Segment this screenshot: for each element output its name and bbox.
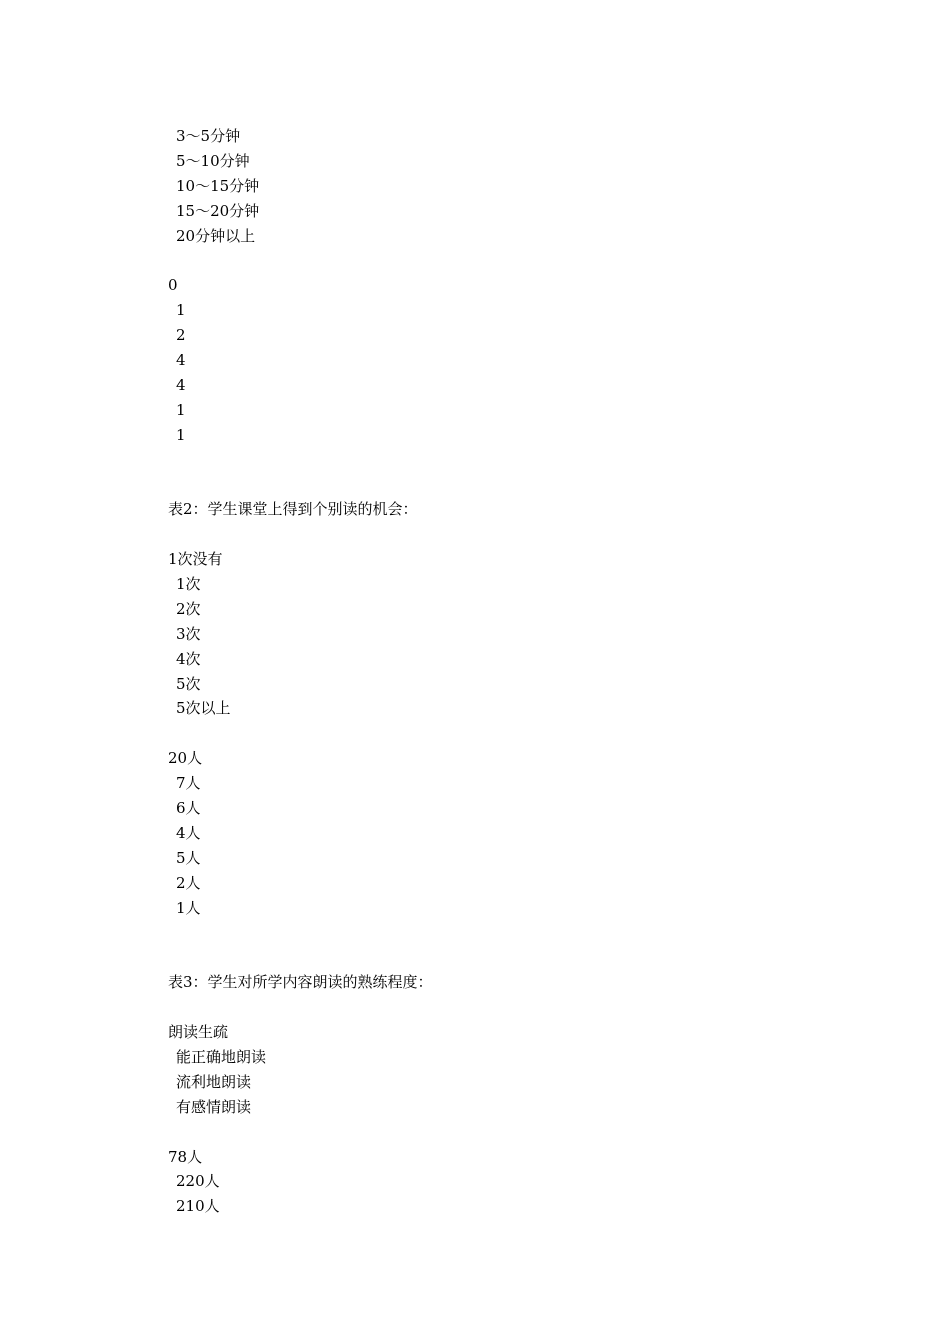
- option-item: 5次以上: [176, 699, 231, 718]
- spacer: [168, 921, 868, 946]
- count-item: 210人: [176, 1197, 220, 1216]
- option-item: 3次: [176, 624, 201, 643]
- count-item: 7人: [176, 774, 201, 793]
- table2-title: 表2：学生课堂上得到个别读的机会：: [168, 500, 418, 519]
- count-item: 1: [176, 301, 186, 320]
- level-item: 流利地朗读: [176, 1072, 252, 1091]
- table1-durations: [168, 124, 868, 248]
- count-item: 5人: [176, 848, 201, 867]
- count-item: 6人: [176, 799, 201, 818]
- spacer: [168, 945, 868, 970]
- count-item: 1人: [176, 898, 201, 917]
- level-item: 有感情朗读: [176, 1097, 252, 1116]
- option-item: 4次: [176, 649, 201, 668]
- spacer: [168, 1120, 868, 1145]
- count-item: 2人: [176, 873, 201, 892]
- count-item: 4: [176, 375, 186, 394]
- spacer: [168, 448, 868, 473]
- count-item: 1: [176, 425, 186, 444]
- count-item: 220人: [176, 1172, 220, 1191]
- duration-item: 10～15分钟: [176, 176, 260, 195]
- level-item: 能正确地朗读: [176, 1047, 267, 1066]
- option-item: 2次: [176, 599, 201, 618]
- table2-counts: [168, 746, 868, 920]
- duration-item: 15～20分钟: [176, 201, 260, 220]
- count-item: 2: [176, 326, 186, 345]
- table1-counts: [168, 273, 868, 447]
- duration-item: 3～5分钟: [176, 127, 241, 145]
- duration-item: 20分钟以上: [176, 226, 256, 245]
- count-item: 78人: [168, 1147, 203, 1166]
- option-item: 1次没有: [168, 550, 223, 569]
- option-item: 1次: [176, 575, 201, 594]
- count-item: 4: [176, 351, 186, 370]
- duration-item: 5～10分钟: [176, 151, 250, 170]
- table3-counts: [168, 1145, 868, 1220]
- option-item: 5次: [176, 674, 201, 693]
- count-item: 0: [168, 276, 178, 295]
- document-body: [168, 124, 868, 1219]
- spacer: [168, 472, 868, 497]
- count-item: 4人: [176, 823, 201, 842]
- count-item: 1: [176, 400, 186, 419]
- table3-levels: [168, 1020, 868, 1120]
- table2-options: [168, 547, 868, 721]
- count-item: 20人: [168, 749, 203, 768]
- spacer: [168, 721, 868, 746]
- spacer: [168, 995, 868, 1020]
- table3-title: 表3：学生对所学内容朗读的熟练程度：: [168, 973, 433, 992]
- level-item: 朗读生疏: [168, 1023, 229, 1042]
- spacer: [168, 522, 868, 547]
- spacer: [168, 248, 868, 273]
